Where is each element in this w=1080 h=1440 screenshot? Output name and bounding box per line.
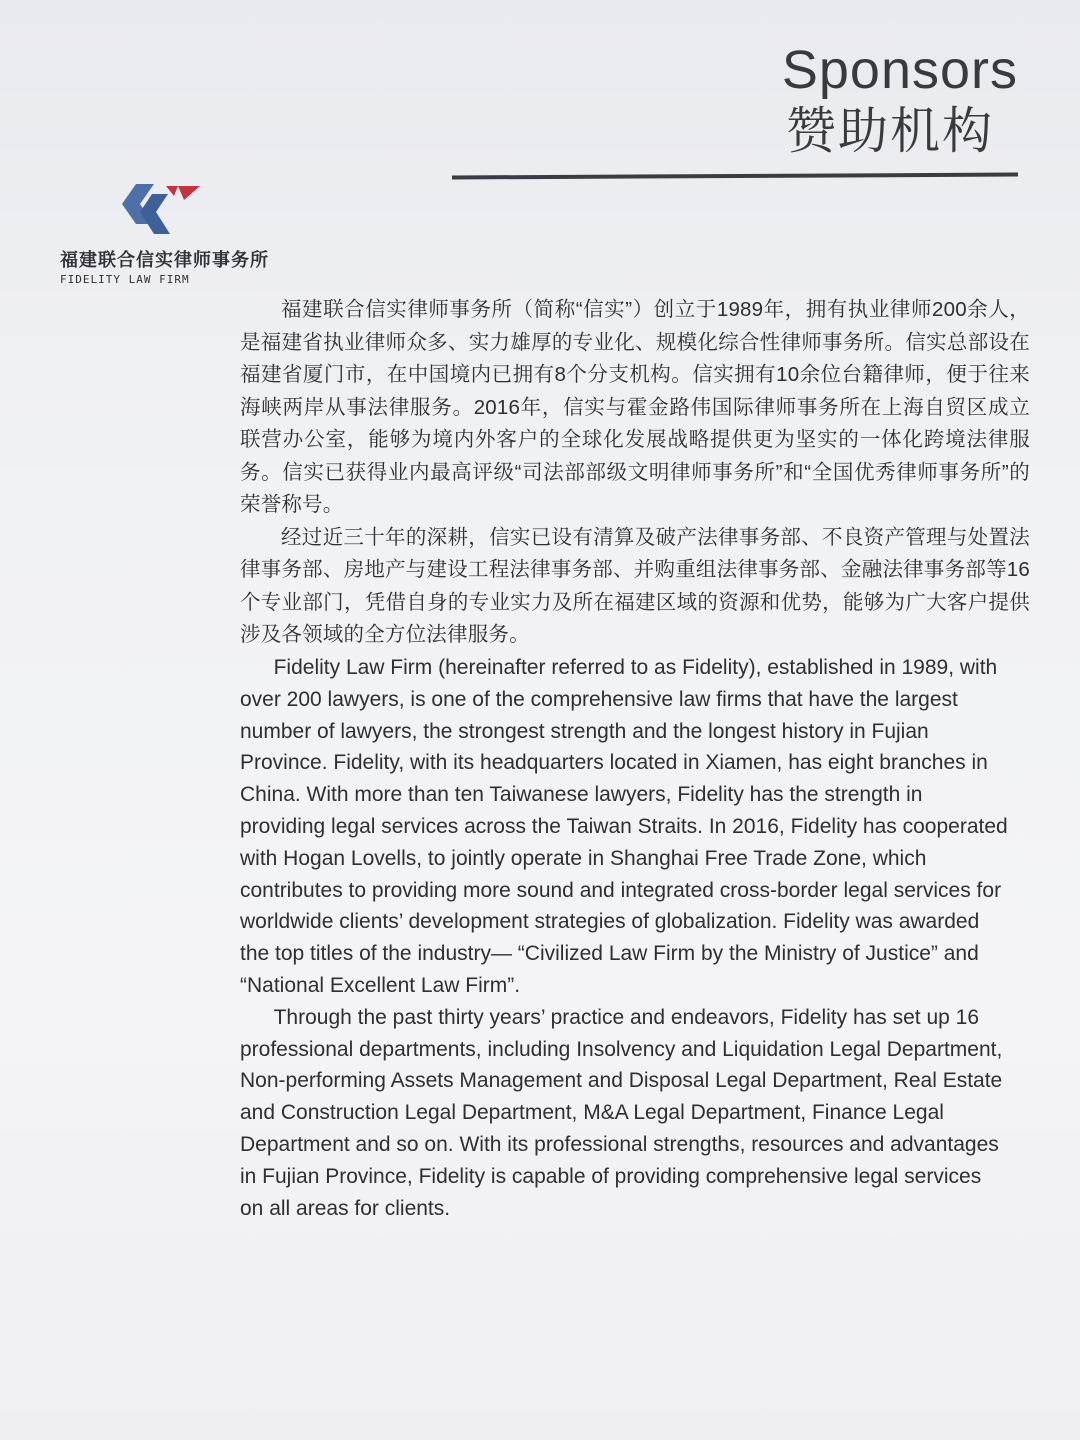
english-description bbox=[240, 652, 1010, 1224]
english-paragraph: Fidelity Law Firm (hereinafter referred to as Fidelity), established in 1989, with over 200 lawyers, is one of the comprehensive law firms that have the largest number of lawyers, the strongest strength and the longest history in Fujian Province. Fidelity, with its headquarters located in Xiamen, has eight branches in China. With more than ten Taiwanese lawyers, Fidelity has the strength in providing legal services across the Taiwan Straits. In 2016, Fidelity has cooperated with Hogan Lovells, to jointly operate in Shanghai Free Trade Zone, which contributes to providing more sound and integrated cross-border legal services for worldwide clients’ development strategies of globalization. Fidelity was awarded the top titles of the industry— “Civilized Law Firm by the Ministry of Justice” and “National Excellent Law Firm”. bbox=[240, 656, 1008, 997]
page-title-english: Sponsors bbox=[781, 40, 1018, 100]
chinese-paragraph: 经过近三十年的深耕，信实已设有清算及破产法律事务部、不良资产管理与处置法律事务部、房地产与建设工程法律事务部、并购重组法律事务部、金融法律事务部等16个专业部门，凭借自身的专业实力及所在福建区域的资源和优势，能够为广大客户提供涉及各领域的全方位法律服务。 bbox=[240, 525, 1030, 646]
chinese-paragraph: 福建联合信实律师事务所（简称“信实”）创立于1989年，拥有执业律师200余人，是福建省执业律师众多、实力雄厚的专业化、规模化综合性律师事务所。信实总部设在福建省厦门市，在中国境内已拥有8个分支机构。信实拥有10余位台籍律师，便于往来海峡两岸从事法律服务。2016年，信实与霍金路伟国际律师事务所在上海自贸区成立联营办公室，能够为境内外客户的全球化发展战略提供更为坚实的一体化跨境法律服务。信实已获得业内最高评级“司法部部级文明律师事务所”和“全国优秀律师事务所”的荣誉称号。 bbox=[240, 298, 1030, 516]
page-title-chinese: 赞助机构 bbox=[786, 103, 994, 159]
english-paragraph: Through the past thirty years’ practice and endeavors, Fidelity has set up 16 professional departments, including Insolvency and Liquidation Legal Department, Non-performing Assets Management and Disposal Legal Department, Real Estate and Construction Legal Department, M&A Legal Department, Finance Legal Department and so on. With its professional strengths, resources and advantages in Fujian Province, Fidelity is capable of providing comprehensive legal services on all areas for clients. bbox=[240, 1005, 1003, 1220]
logo-blue-chevrons bbox=[122, 184, 170, 234]
fidelity-logo-icon bbox=[118, 182, 204, 242]
title-divider bbox=[452, 173, 1018, 180]
logo-red-chevrons bbox=[166, 186, 200, 200]
firm-name-english: FIDELITY LAW FIRM bbox=[60, 273, 190, 286]
firm-name-chinese: 福建联合信实律师事务所 bbox=[60, 250, 269, 270]
chinese-description bbox=[240, 294, 1030, 652]
